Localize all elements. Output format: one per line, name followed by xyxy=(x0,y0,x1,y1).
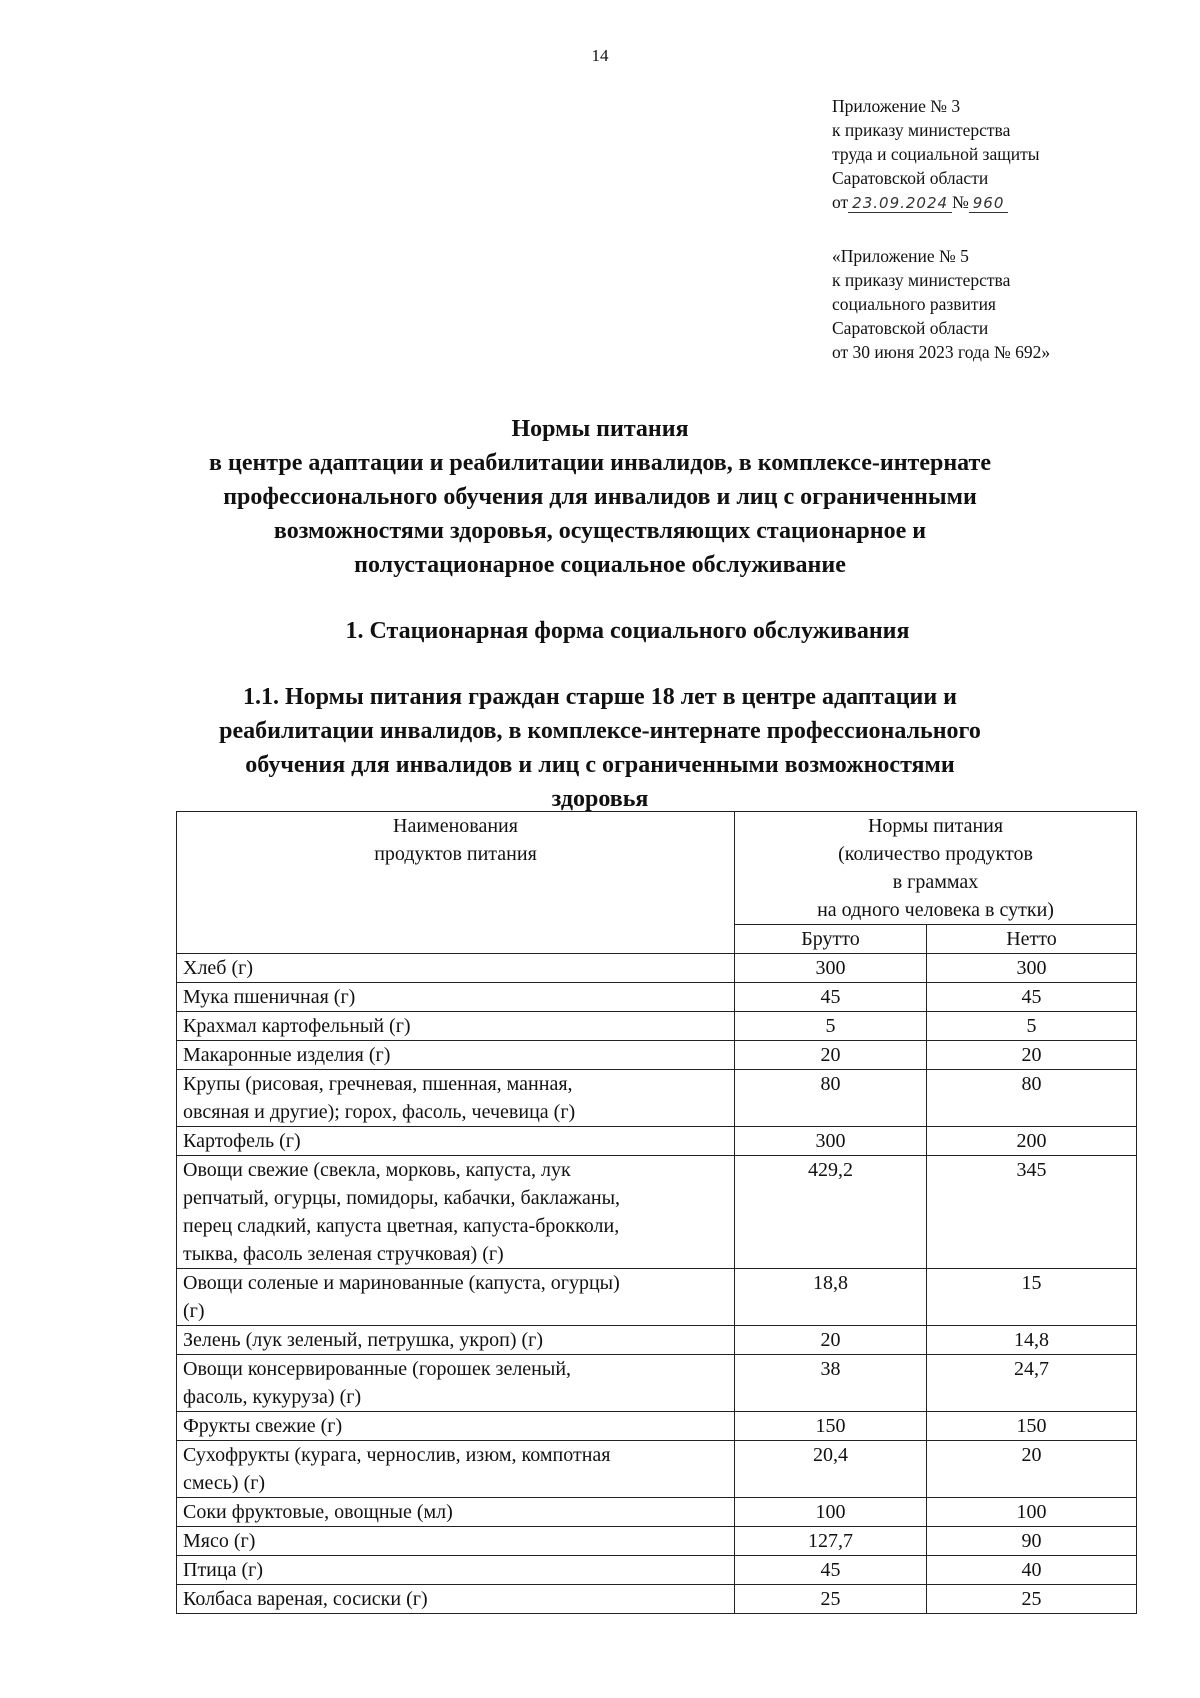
netto-cell: 200 xyxy=(927,1127,1137,1156)
subsection-heading-line: обучения для инвалидов и лиц с ограниченными возможностями xyxy=(245,752,955,778)
product-name-line: Птица (г) xyxy=(183,1559,263,1581)
header-line: (количество продуктов xyxy=(838,843,1033,865)
brutto-cell: 300 xyxy=(735,954,927,983)
table-row xyxy=(177,1498,1137,1527)
title-line: полустационарное социальное обслуживание xyxy=(354,552,846,578)
handwritten-number: 960 xyxy=(969,194,1009,213)
page-number: 14 xyxy=(591,46,609,65)
header-line: продуктов питания xyxy=(374,843,537,865)
table-row xyxy=(177,1441,1137,1498)
table-row xyxy=(177,1355,1137,1412)
product-name-line: (г) xyxy=(183,1300,205,1322)
table-row xyxy=(177,1070,1137,1127)
netto-cell: 24,7 xyxy=(927,1355,1137,1412)
brutto-cell: 5 xyxy=(735,1012,927,1041)
subsection-heading-line: реабилитации инвалидов, в комплексе-интернате профессионального xyxy=(219,718,981,744)
document-title xyxy=(140,412,1060,582)
subsection-heading-line: здоровья xyxy=(551,786,649,812)
appendix-3-block xyxy=(832,94,1039,215)
product-name-line: Сухофрукты (курага, чернослив, изюм, компотная xyxy=(183,1444,611,1466)
product-name-cell xyxy=(177,1498,735,1527)
product-name-cell xyxy=(177,1527,735,1556)
date-prefix: от xyxy=(832,192,849,212)
product-name-cell xyxy=(177,983,735,1012)
header-line: в граммах xyxy=(892,871,979,893)
brutto-cell: 38 xyxy=(735,1355,927,1412)
product-name-line: репчатый, огурцы, помидоры, кабачки, баклажаны, xyxy=(183,1187,621,1209)
appendix-3-line: Приложение № 3 xyxy=(832,96,961,116)
netto-cell: 25 xyxy=(927,1585,1137,1614)
product-name-line: перец сладкий, капуста цветная, капуста-брокколи, xyxy=(183,1215,620,1237)
brutto-cell: 20 xyxy=(735,1041,927,1070)
netto-cell: 40 xyxy=(927,1556,1137,1585)
product-name-line: Крупы (рисовая, гречневая, пшенная, манная, xyxy=(183,1073,573,1095)
netto-cell: 20 xyxy=(927,1441,1137,1498)
handwritten-date: 23.09.2024 xyxy=(848,194,952,213)
product-name-line: Овощи соленые и маринованные (капуста, огурцы) xyxy=(183,1272,620,1294)
brutto-cell: 20 xyxy=(735,1326,927,1355)
table-row xyxy=(177,1412,1137,1441)
brutto-cell: 100 xyxy=(735,1498,927,1527)
header-line: Наименования xyxy=(393,815,518,837)
netto-cell: 5 xyxy=(927,1012,1137,1041)
section-heading: 1. Стационарная форма социального обслуживания xyxy=(345,618,910,644)
product-name-line: Мясо (г) xyxy=(183,1530,256,1552)
product-name-line: смесь) (г) xyxy=(183,1472,266,1494)
title-line: Нормы питания xyxy=(511,416,689,442)
table-row xyxy=(177,1527,1137,1556)
brutto-cell: 429,2 xyxy=(735,1156,927,1269)
table-row xyxy=(177,1041,1137,1070)
netto-cell: 345 xyxy=(927,1156,1137,1269)
appendix-5-line: к приказу министерства xyxy=(832,270,1011,290)
header-netto: Нетто xyxy=(927,925,1137,954)
product-name-cell xyxy=(177,954,735,983)
product-name-cell xyxy=(177,1012,735,1041)
brutto-cell: 25 xyxy=(735,1585,927,1614)
appendix-3-line: к приказу министерства xyxy=(832,120,1011,140)
header-line: на одного человека в сутки) xyxy=(817,899,1054,921)
table-row xyxy=(177,1585,1137,1614)
product-name-cell xyxy=(177,1127,735,1156)
product-name-line: тыква, фасоль зеленая стручковая) (г) xyxy=(183,1243,504,1265)
table-header-row xyxy=(177,812,1137,925)
product-name-cell xyxy=(177,1269,735,1326)
table-row xyxy=(177,954,1137,983)
appendix-3-line: Саратовской области xyxy=(832,168,989,188)
appendix-5-line: «Приложение № 5 xyxy=(832,246,969,266)
table-body xyxy=(177,954,1137,1614)
product-name-line: Хлеб (г) xyxy=(183,957,253,979)
appendix-5-block xyxy=(832,244,1050,364)
brutto-cell: 20,4 xyxy=(735,1441,927,1498)
brutto-cell: 45 xyxy=(735,1556,927,1585)
brutto-cell: 127,7 xyxy=(735,1527,927,1556)
product-name-cell xyxy=(177,1441,735,1498)
appendix-5-line: от 30 июня 2023 года № 692» xyxy=(832,342,1051,362)
title-line: возможностями здоровья, осуществляющих стационарное и xyxy=(273,518,927,544)
title-line: профессионального обучения для инвалидов и лиц с ограниченными xyxy=(223,484,977,510)
netto-cell: 20 xyxy=(927,1041,1137,1070)
header-line: Нормы питания xyxy=(867,815,1004,837)
brutto-cell: 300 xyxy=(735,1127,927,1156)
product-name-cell xyxy=(177,1585,735,1614)
header-product-name xyxy=(177,812,735,954)
netto-cell: 15 xyxy=(927,1269,1137,1326)
brutto-cell: 18,8 xyxy=(735,1269,927,1326)
product-name-line: Овощи свежие (свекла, морковь, капуста, лук xyxy=(183,1159,571,1181)
product-name-cell xyxy=(177,1156,735,1269)
table-row xyxy=(177,1012,1137,1041)
table-row xyxy=(177,1326,1137,1355)
header-brutto: Брутто xyxy=(735,925,927,954)
netto-cell: 45 xyxy=(927,983,1137,1012)
appendix-3-date-line xyxy=(832,190,1039,215)
product-name-cell xyxy=(177,1041,735,1070)
table-row xyxy=(177,1127,1137,1156)
subsection-heading xyxy=(140,680,1060,816)
product-name-line: Фрукты свежие (г) xyxy=(183,1415,343,1437)
product-name-line: Картофель (г) xyxy=(183,1130,301,1152)
product-name-cell xyxy=(177,1326,735,1355)
product-name-cell xyxy=(177,1355,735,1412)
product-name-line: Колбаса вареная, сосиски (г) xyxy=(183,1588,428,1610)
product-name-line: Овощи консервированные (горошек зеленый, xyxy=(183,1358,572,1380)
product-name-cell xyxy=(177,1556,735,1585)
product-name-line: Крахмал картофельный (г) xyxy=(183,1015,411,1037)
nutrition-norms-table xyxy=(176,811,1137,1614)
netto-cell: 300 xyxy=(927,954,1137,983)
product-name-line: Макаронные изделия (г) xyxy=(183,1044,391,1066)
title-line: в центре адаптации и реабилитации инвалидов, в комплексе-интернате xyxy=(209,450,991,476)
header-norms xyxy=(735,812,1137,925)
subsection-heading-line: 1.1. Нормы питания граждан старше 18 лет в центре адаптации и xyxy=(242,684,958,710)
number-prefix: № xyxy=(952,192,969,212)
appendix-5-line: Саратовской области xyxy=(832,318,989,338)
table-row xyxy=(177,1269,1137,1326)
netto-cell: 90 xyxy=(927,1527,1137,1556)
product-name-line: Мука пшеничная (г) xyxy=(183,986,356,1008)
netto-cell: 100 xyxy=(927,1498,1137,1527)
product-name-cell xyxy=(177,1412,735,1441)
table-row xyxy=(177,1556,1137,1585)
brutto-cell: 80 xyxy=(735,1070,927,1127)
table-row xyxy=(177,983,1137,1012)
brutto-cell: 150 xyxy=(735,1412,927,1441)
product-name-line: Зелень (лук зеленый, петрушка, укроп) (г) xyxy=(183,1329,544,1351)
product-name-cell xyxy=(177,1070,735,1127)
table-row xyxy=(177,1156,1137,1269)
product-name-line: фасоль, кукуруза) (г) xyxy=(183,1386,362,1408)
brutto-cell: 45 xyxy=(735,983,927,1012)
netto-cell: 14,8 xyxy=(927,1326,1137,1355)
netto-cell: 150 xyxy=(927,1412,1137,1441)
product-name-line: Соки фруктовые, овощные (мл) xyxy=(183,1501,453,1523)
product-name-line: овсяная и другие); горох, фасоль, чечевица (г) xyxy=(183,1101,576,1123)
appendix-5-line: социального развития xyxy=(832,294,996,314)
netto-cell: 80 xyxy=(927,1070,1137,1127)
appendix-3-line: труда и социальной защиты xyxy=(832,144,1040,164)
